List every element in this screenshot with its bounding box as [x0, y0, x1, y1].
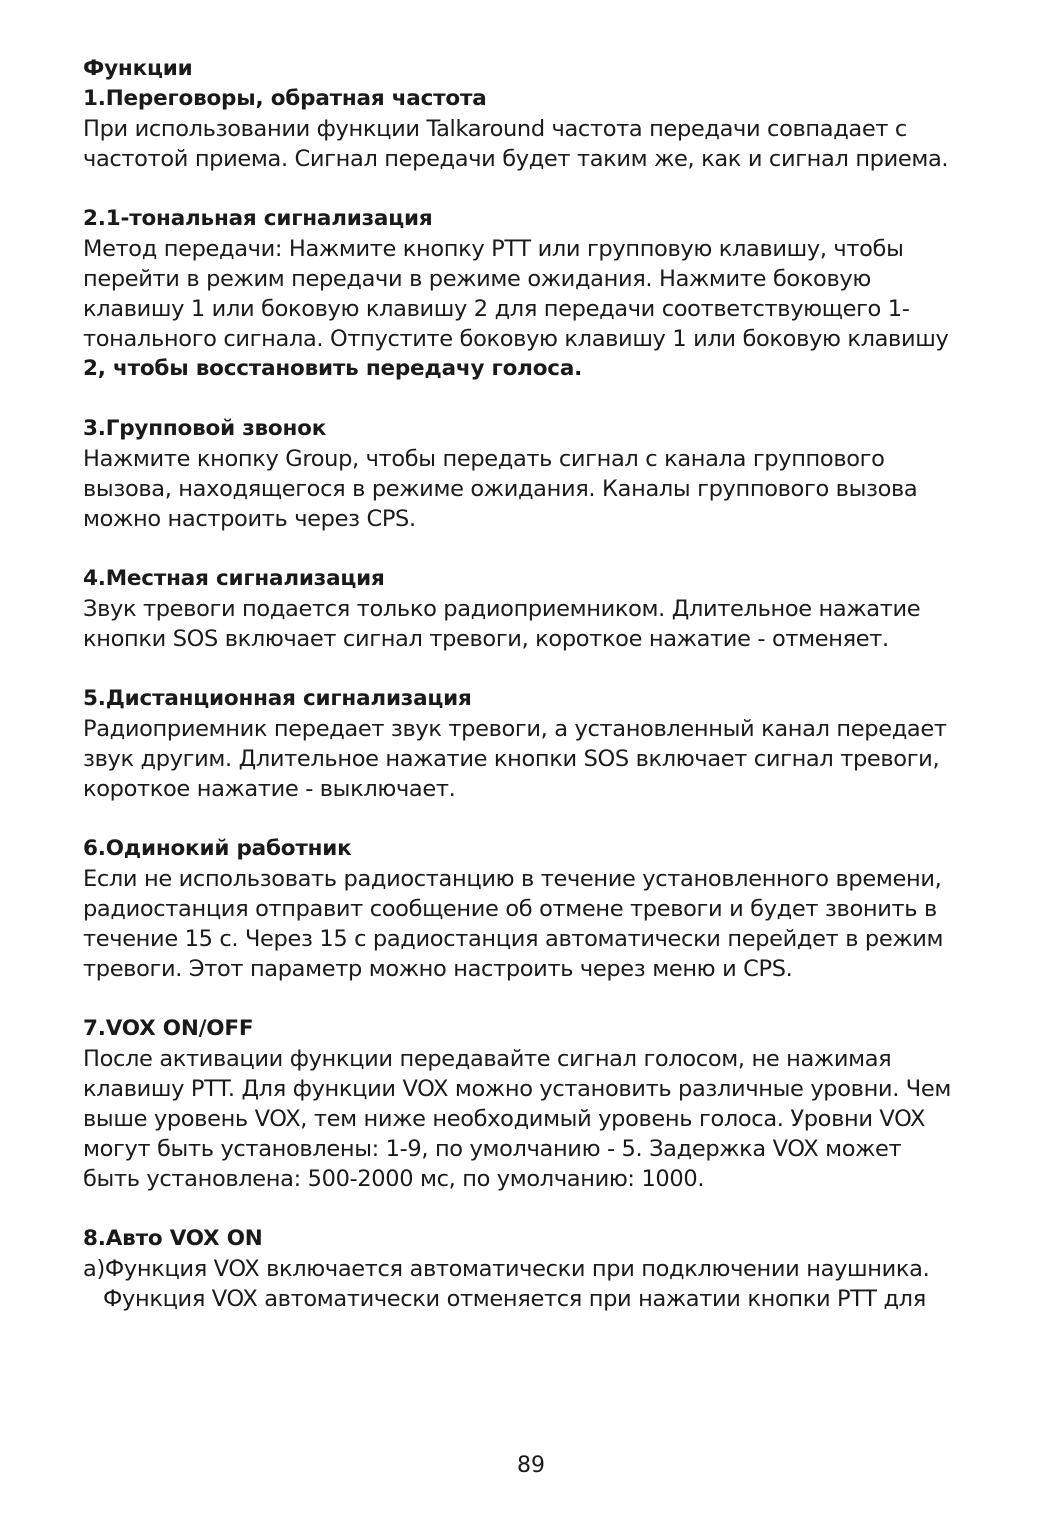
paragraph-line: радиостанция отправит сообщение об отмене тревоги и будет звонить в — [83, 896, 937, 922]
paragraph-line: можно настроить через CPS. — [83, 506, 416, 532]
paragraph-line-indented: Функция VOX автоматически отменяется при нажатии кнопки PTT для — [103, 1286, 926, 1312]
paragraph-line: быть установлена: 500-2000 мс, по умолчанию: 1000. — [83, 1166, 705, 1192]
paragraph-line: тонального сигнала. Отпустите боковую клавишу 1 или боковую клавишу — [83, 326, 949, 352]
section-heading: 6.Одинокий работник — [83, 836, 352, 861]
section-heading: 5.Дистанционная сигнализация — [83, 686, 472, 711]
document-title: Функции — [83, 56, 193, 81]
section-heading: 7.VOX ON/OFF — [83, 1016, 254, 1041]
paragraph-line: выше уровень VOX, тем ниже необходимый уровень голоса. Уровни VOX — [83, 1106, 926, 1132]
paragraph-line: тревоги. Этот параметр можно настроить через меню и CPS. — [83, 956, 793, 982]
paragraph-line: а)Функция VOX включается автоматически при подключении наушника. — [83, 1256, 930, 1282]
paragraph-line: Радиоприемник передает звук тревоги, а установленный канал передает — [83, 716, 947, 742]
paragraph-line: Звук тревоги подается только радиоприемником. Длительное нажатие — [83, 596, 921, 622]
paragraph-line: Если не использовать радиостанцию в течение установленного времени, — [83, 866, 942, 892]
document-page — [83, 54, 983, 1314]
paragraph-line: частотой приема. Сигнал передачи будет таким же, как и сигнал приема. — [83, 146, 949, 172]
section-spacer — [83, 174, 983, 204]
paragraph-line: Нажмите кнопку Group, чтобы передать сигнал с канала группового — [83, 446, 885, 472]
paragraph-line: При использовании функции Talkaround частота передачи совпадает с — [83, 116, 907, 142]
section-spacer — [83, 984, 983, 1014]
section-heading: 1.Переговоры, обратная частота — [83, 86, 487, 111]
paragraph-line: короткое нажатие - выключает. — [83, 776, 456, 802]
paragraph-line: После активации функции передавайте сигнал голосом, не нажимая — [83, 1046, 892, 1072]
paragraph-line: клавишу PTT. Для функции VOX можно установить различные уровни. Чем — [83, 1076, 951, 1102]
section-spacer — [83, 804, 983, 834]
section-heading: 8.Авто VOX ON — [83, 1226, 263, 1251]
section-heading: 3.Групповой звонок — [83, 416, 327, 441]
section-spacer — [83, 654, 983, 684]
paragraph-line-bold: 2, чтобы восстановить передачу голоса. — [83, 356, 583, 381]
paragraph-line: вызова, находящегося в режиме ожидания. Каналы группового вызова — [83, 476, 918, 502]
paragraph-line: могут быть установлены: 1-9, по умолчанию - 5. Задержка VOX может — [83, 1136, 902, 1162]
page-number: 89 — [517, 1453, 545, 1478]
section-spacer — [83, 534, 983, 564]
section-spacer — [83, 1194, 983, 1224]
paragraph-line: перейти в режим передачи в режиме ожидания. Нажмите боковую — [83, 266, 871, 292]
paragraph-line: звук другим. Длительное нажатие кнопки SOS включает сигнал тревоги, — [83, 746, 940, 772]
paragraph-line: Метод передачи: Нажмите кнопку PTT или групповую клавишу, чтобы — [83, 236, 904, 262]
section-heading: 2.1-тональная сигнализация — [83, 206, 433, 231]
paragraph-line: клавишу 1 или боковую клавишу 2 для передачи соответствующего 1- — [83, 296, 910, 322]
paragraph-line: течение 15 с. Через 15 с радиостанция автоматически перейдет в режим — [83, 926, 944, 952]
paragraph-line: кнопки SOS включает сигнал тревоги, короткое нажатие - отменяет. — [83, 626, 889, 652]
section-heading: 4.Местная сигнализация — [83, 566, 385, 591]
section-spacer — [83, 384, 983, 414]
